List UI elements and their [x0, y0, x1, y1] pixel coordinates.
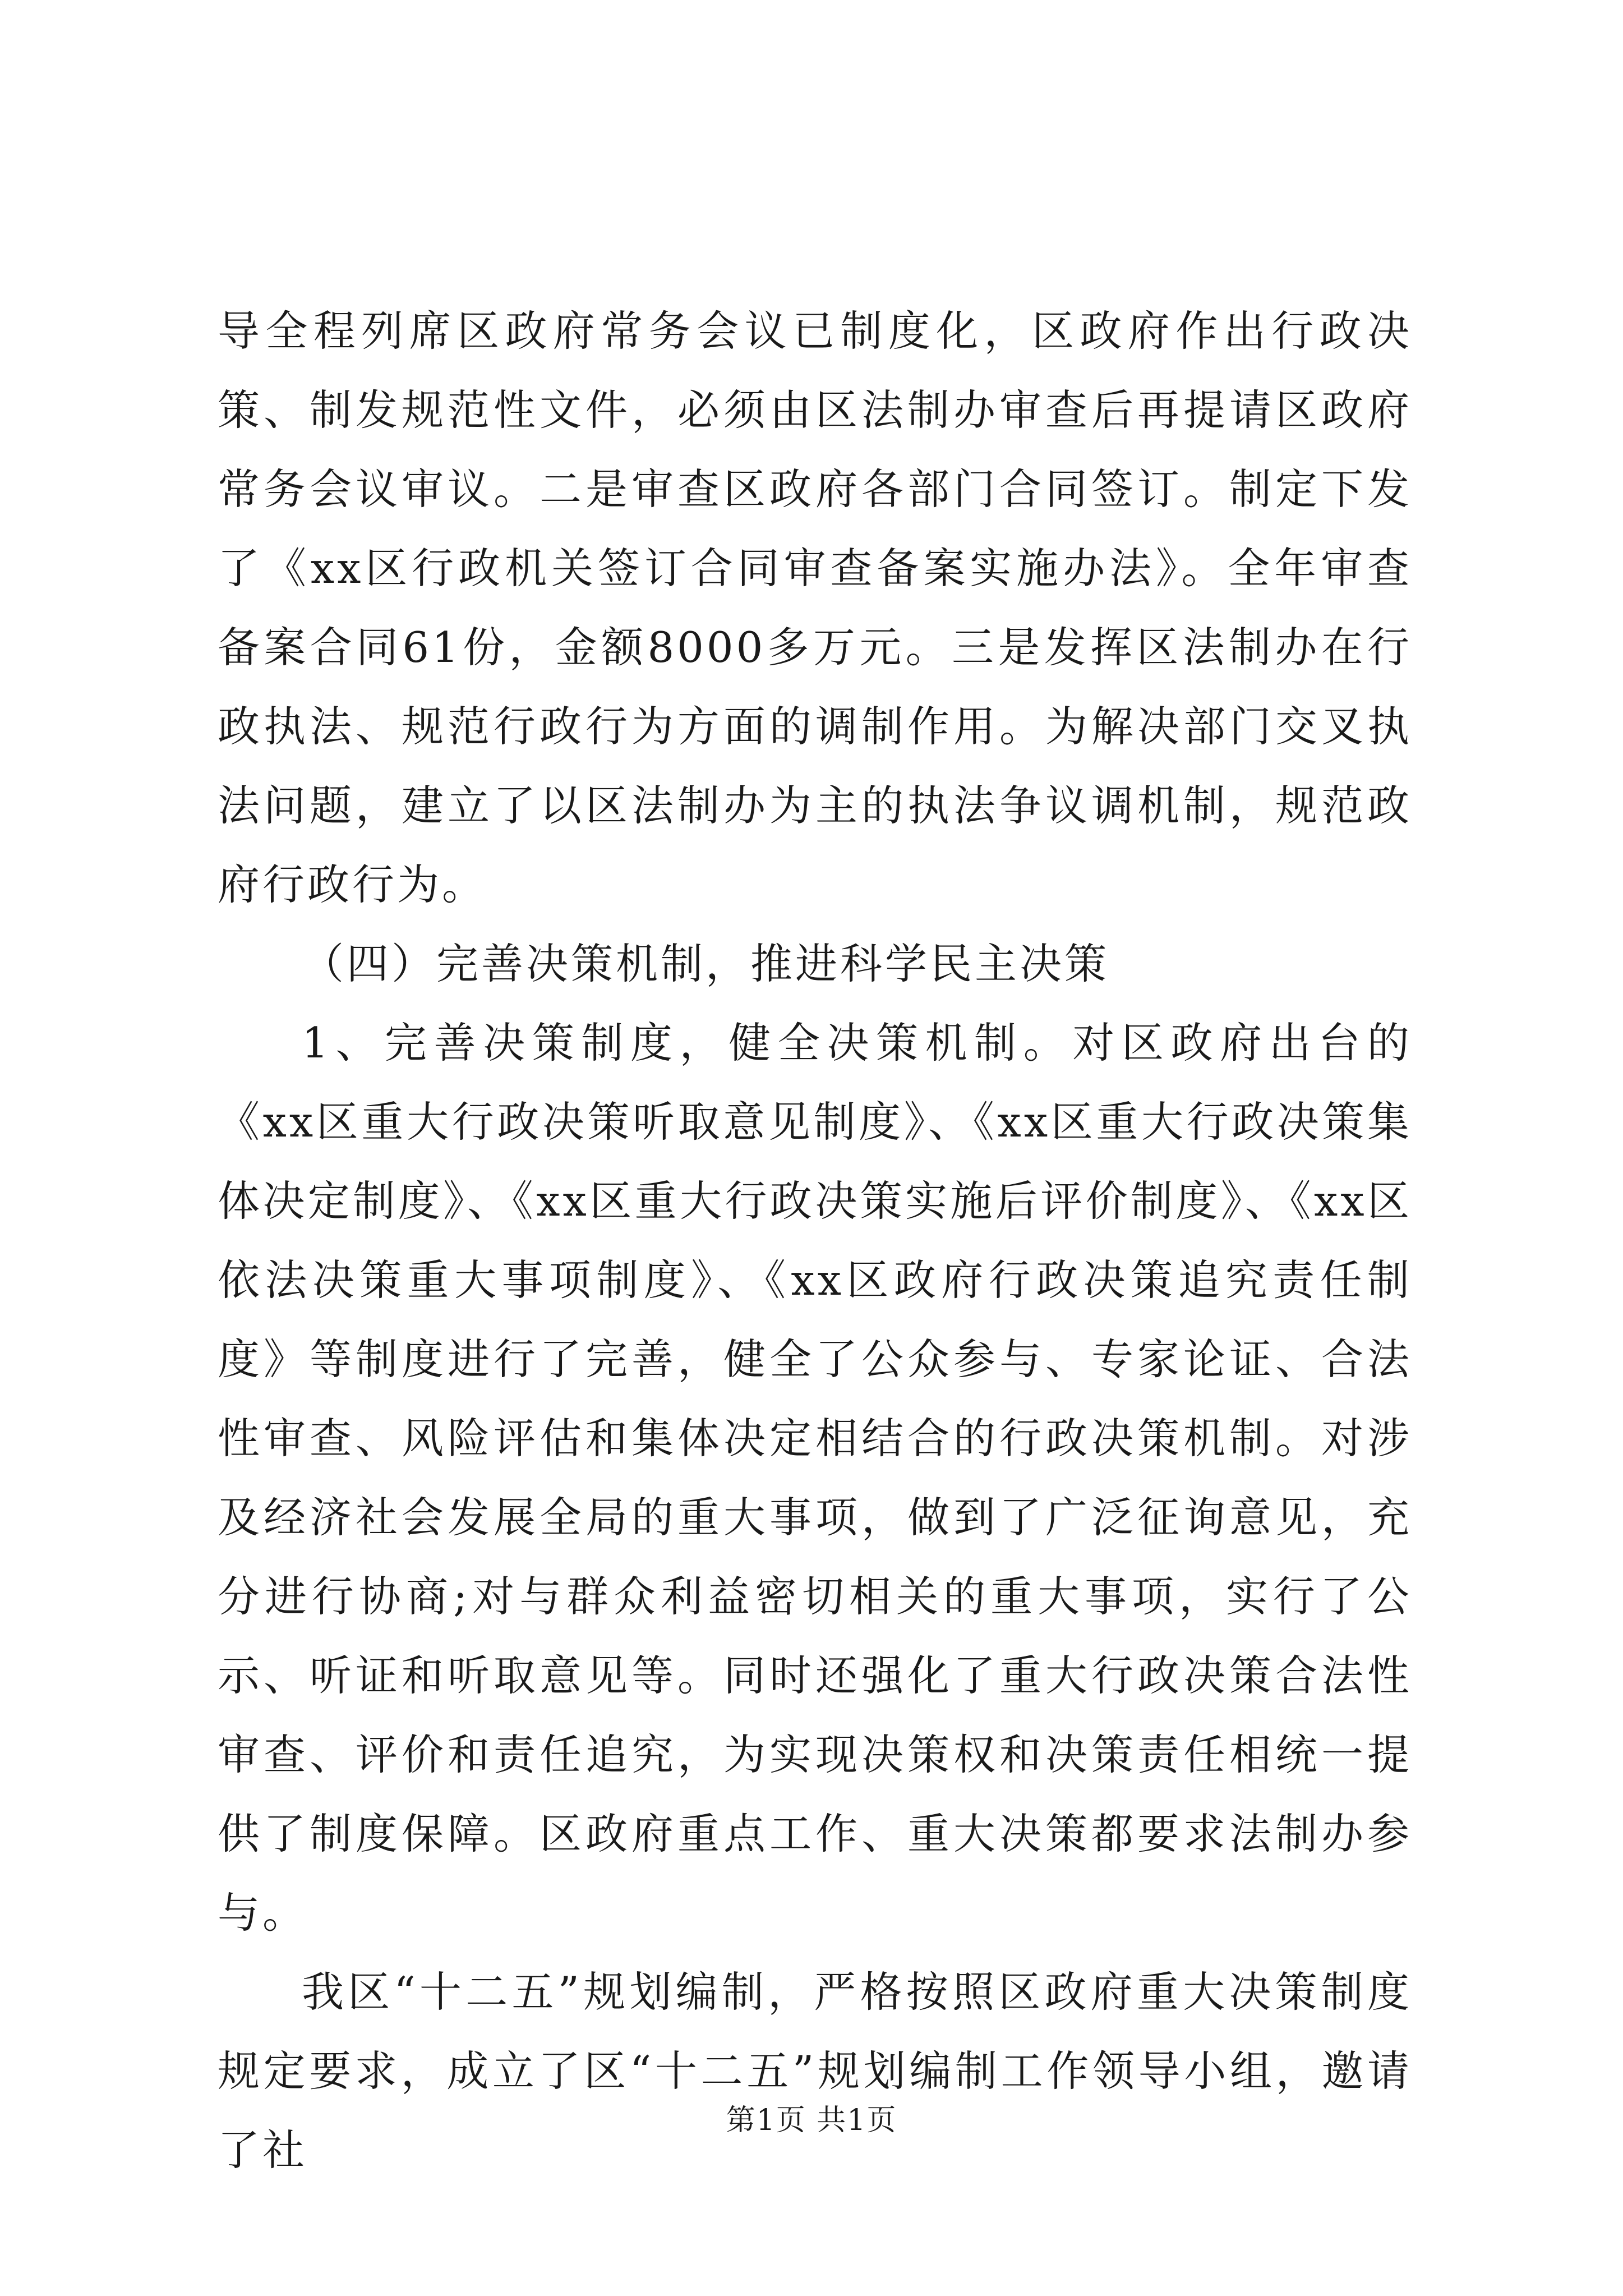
- paragraph-decision-system: 1、完善决策制度，健全决策机制。对区政府出台的《xx区重大行政决策听取意见制度》、《xx区重大行政决策集体决定制度》、《xx区重大行政决策实施后评价制度》、《xx区依法决策重大事项制度》、《xx区政府行政决策追究责任制度》等制度进行了完善，健全了公众参与、专家论证、合法性审查、风险评估和集体决定相结合的行政决策机制。对涉及经济社会发展全局的重大事项，做到了广泛征询意见，充分进行协商;对与群众利益密切相关的重大事项，实行了公示、听证和听取意见等。同时还强化了重大行政决策合法性审查、评价和责任追究，为实现决策权和决策责任相统一提供了制度保障。区政府重点工作、重大决策都要求法制办参与。: [218, 1018, 1412, 1938]
- section-heading-4: （四）完善决策机制，推进科学民主决策: [302, 939, 1110, 988]
- paragraph-five-year-plan: 我区“十二五”规划编制，严格按照区政府重大决策制度规定要求，成立了区“十二五”规划编制工作领导小组，邀请了社: [218, 1967, 1412, 2175]
- paragraph-continuation: 导全程列席区政府常务会议已制度化，区政府作出行政决策、制发规范性文件，必须由区法制办审查后再提请区政府常务会议审议。二是审查区政府各部门合同签订。制定下发了《xx区行政机关签订合同审查备案实施办法》。全年审查备案合同61份，金额8000多万元。三是发挥区法制办在行政执法、规范行政行为方面的调制作用。为解决部门交叉执法问题，建立了以区法制办为主的执法争议调机制，规范政府行政行为。: [218, 306, 1412, 909]
- document-body: [218, 292, 1412, 2190]
- page-footer: 第1页 共1页: [726, 2104, 897, 2137]
